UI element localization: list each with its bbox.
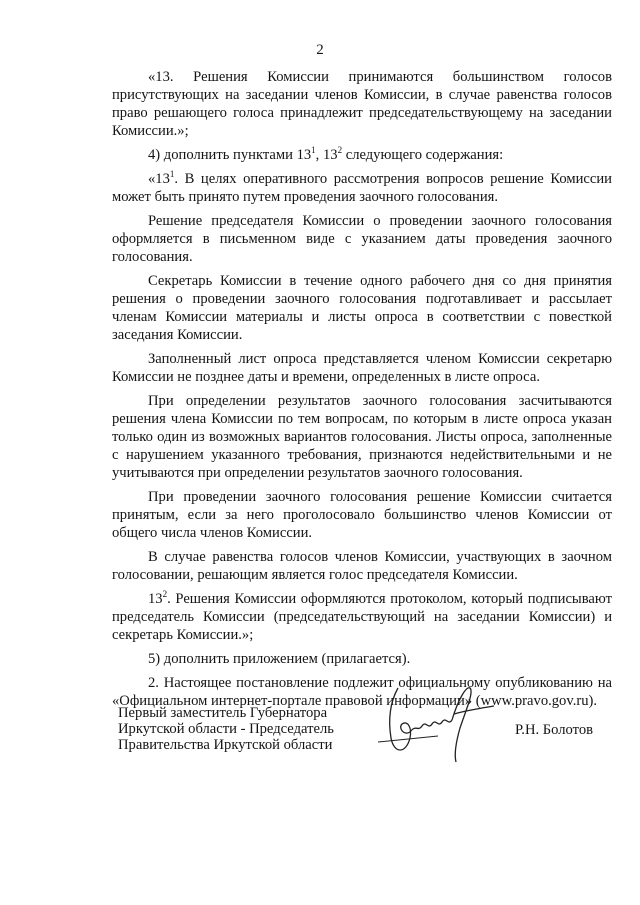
paragraph	[112, 548, 612, 584]
paragraph-text: 13	[148, 591, 163, 607]
paragraph-text: 2. Настоящее постановление подлежит официальному опубликованию на «Официальном интернет-портале правовой информации» (www.pravo.gov.ru).	[112, 675, 612, 709]
signatory-name: Р.Н. Болотов	[515, 722, 594, 738]
paragraph	[112, 350, 612, 386]
paragraph	[112, 212, 612, 266]
paragraph	[112, 68, 612, 140]
paragraph-text: «13	[148, 171, 170, 187]
superscript: 1	[311, 145, 316, 156]
signature-position	[118, 705, 378, 753]
page-number: 2	[316, 42, 324, 58]
paragraph	[112, 392, 612, 482]
paragraph-text: следующего содержания:	[342, 147, 504, 163]
paragraph	[112, 272, 612, 344]
superscript: 2	[337, 145, 343, 156]
handwritten-signature	[358, 680, 508, 770]
paragraph-text: , 13	[315, 147, 338, 163]
paragraph	[112, 170, 612, 206]
paragraph	[112, 146, 612, 164]
paragraph-text: «13. Решения Комиссии принимаются большинством голосов присутствующих на заседании членов Комиссии, в случае равенства голосов право решающего голоса принадлежит председательствующему на заседании Комиссии.»;	[112, 69, 612, 139]
paragraph-text: 4) дополнить пунктами 13	[148, 147, 312, 163]
paragraph-text: . Решения Комиссии оформляются протоколом, который подписывают председатель Комиссии (председательствующий на заседании Комиссии) и секретарь Комиссии.»;	[112, 591, 612, 643]
superscript: 1	[169, 169, 175, 180]
paragraph	[112, 590, 612, 644]
position-line: Иркутской области - Председатель	[118, 721, 334, 737]
paragraph-text: 5) дополнить приложением (прилагается).	[148, 651, 411, 667]
paragraph-text: Секретарь Комиссии в течение одного рабочего дня со дня принятия решения о проведении заочного голосования подготавливает и рассылает членам Комиссии материалы и листы опроса в соответствии с повесткой заседания Комиссии.	[112, 273, 612, 343]
paragraph	[112, 650, 612, 668]
paragraph	[112, 488, 612, 542]
position-line: Правительства Иркутской области	[118, 737, 333, 753]
document-body	[112, 68, 612, 716]
paragraph-text: Решение председателя Комиссии о проведении заочного голосования оформляется в письменном виде с указанием даты проведения заочного голосования.	[112, 213, 612, 265]
paragraph-text: Заполненный лист опроса представляется членом Комиссии секретарю Комиссии не позднее даты и времени, определенных в листе опроса.	[112, 351, 612, 385]
paragraph-text: . В целях оперативного рассмотрения вопросов решение Комиссии может быть принято путем проведения заочного голосования.	[112, 171, 612, 205]
superscript: 2	[162, 589, 168, 600]
paragraph-text: В случае равенства голосов членов Комиссии, участвующих в заочном голосовании, решающим является голос председателя Комиссии.	[112, 549, 612, 583]
paragraph-text: При проведении заочного голосования решение Комиссии считается принятым, если за него проголосовало большинство членов Комиссии от общего числа членов Комиссии.	[112, 489, 612, 541]
position-line: Первый заместитель Губернатора	[118, 705, 328, 721]
paragraph-text: При определении результатов заочного голосования засчитываются решения члена Комиссии по тем вопросам, по которым в листе опроса указан только один из возможных вариантов голосования. Листы опроса, заполненные с нарушением указанного требования, признаются недействительными и не учитываются при определении результатов заочного голосования.	[112, 393, 612, 481]
